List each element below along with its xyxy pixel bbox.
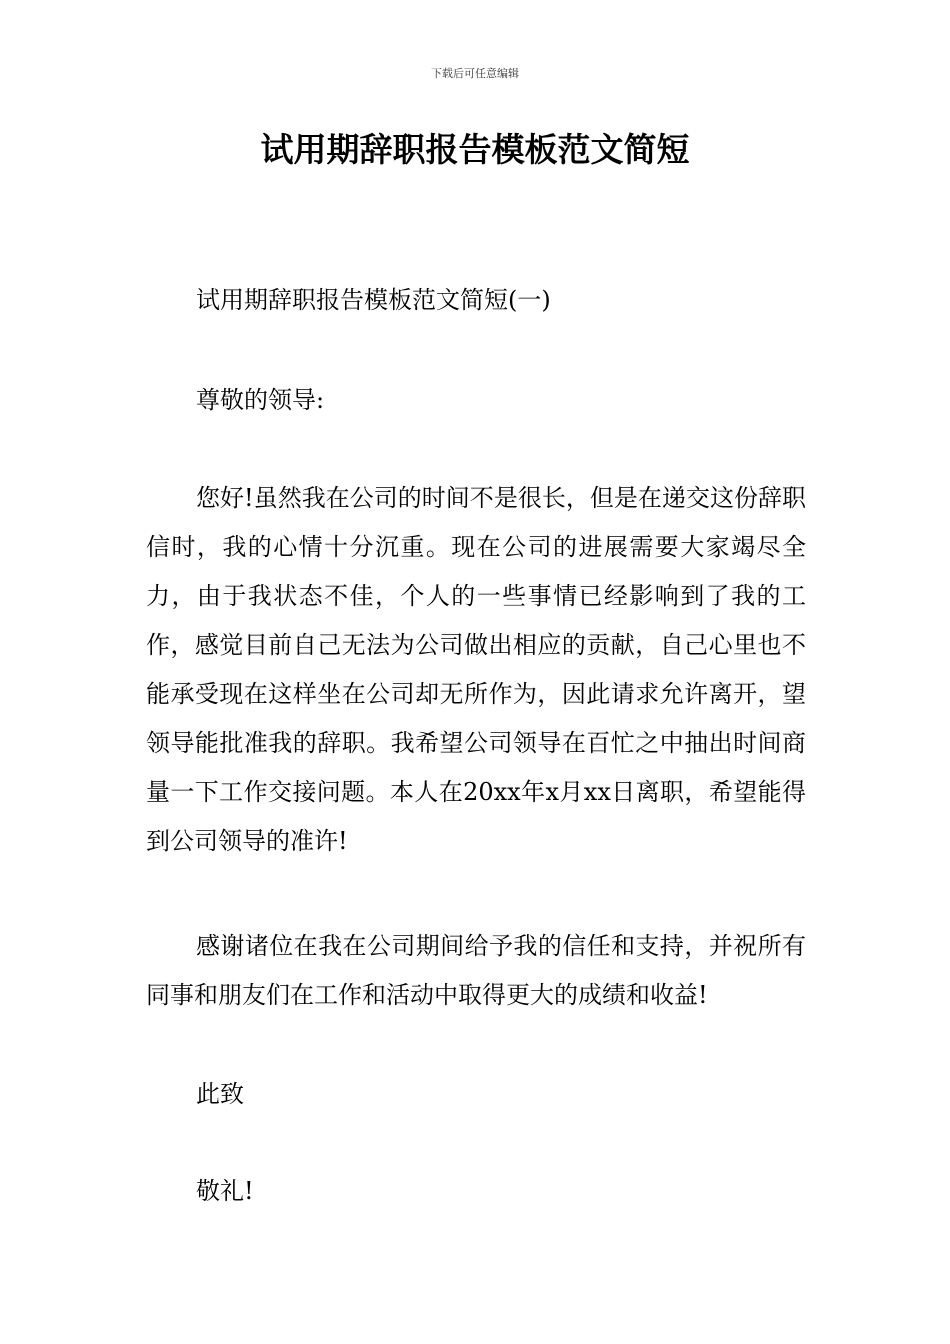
salutation: 尊敬的领导: — [196, 386, 325, 414]
document-subtitle: 试用期辞职报告模板范文简短(一) — [196, 286, 551, 314]
thanks-paragraph: 感谢诸位在我在公司期间给予我的信任和支持，并祝所有同事和朋友们在工作和活动中取得更大的成绩和收益! — [146, 932, 806, 1009]
closing-line-1: 此致 — [196, 1080, 244, 1108]
closing-line-2: 敬礼! — [196, 1177, 254, 1205]
body-paragraph: 您好!虽然我在公司的时间不是很长，但是在递交这份辞职信时，我的心情十分沉重。现在公司的进展需要大家竭尽全力，由于我状态不佳，个人的一些事情已经影响到了我的工作，感觉目前自己无法为公司做出相应的贡献，自己心里也不能承受现在这样坐在公司却无所作为，因此请求允许离开，望领导能批准我的辞职。我希望公司领导在百忙之中抽出时间商量一下工作交接问题。本人在20xx年x月xx日离职，希望能得到公司领导的准许! — [146, 484, 806, 855]
header-note: 下载后可任意编辑 — [431, 67, 519, 80]
document-title: 试用期辞职报告模板范文简短 — [260, 130, 690, 169]
